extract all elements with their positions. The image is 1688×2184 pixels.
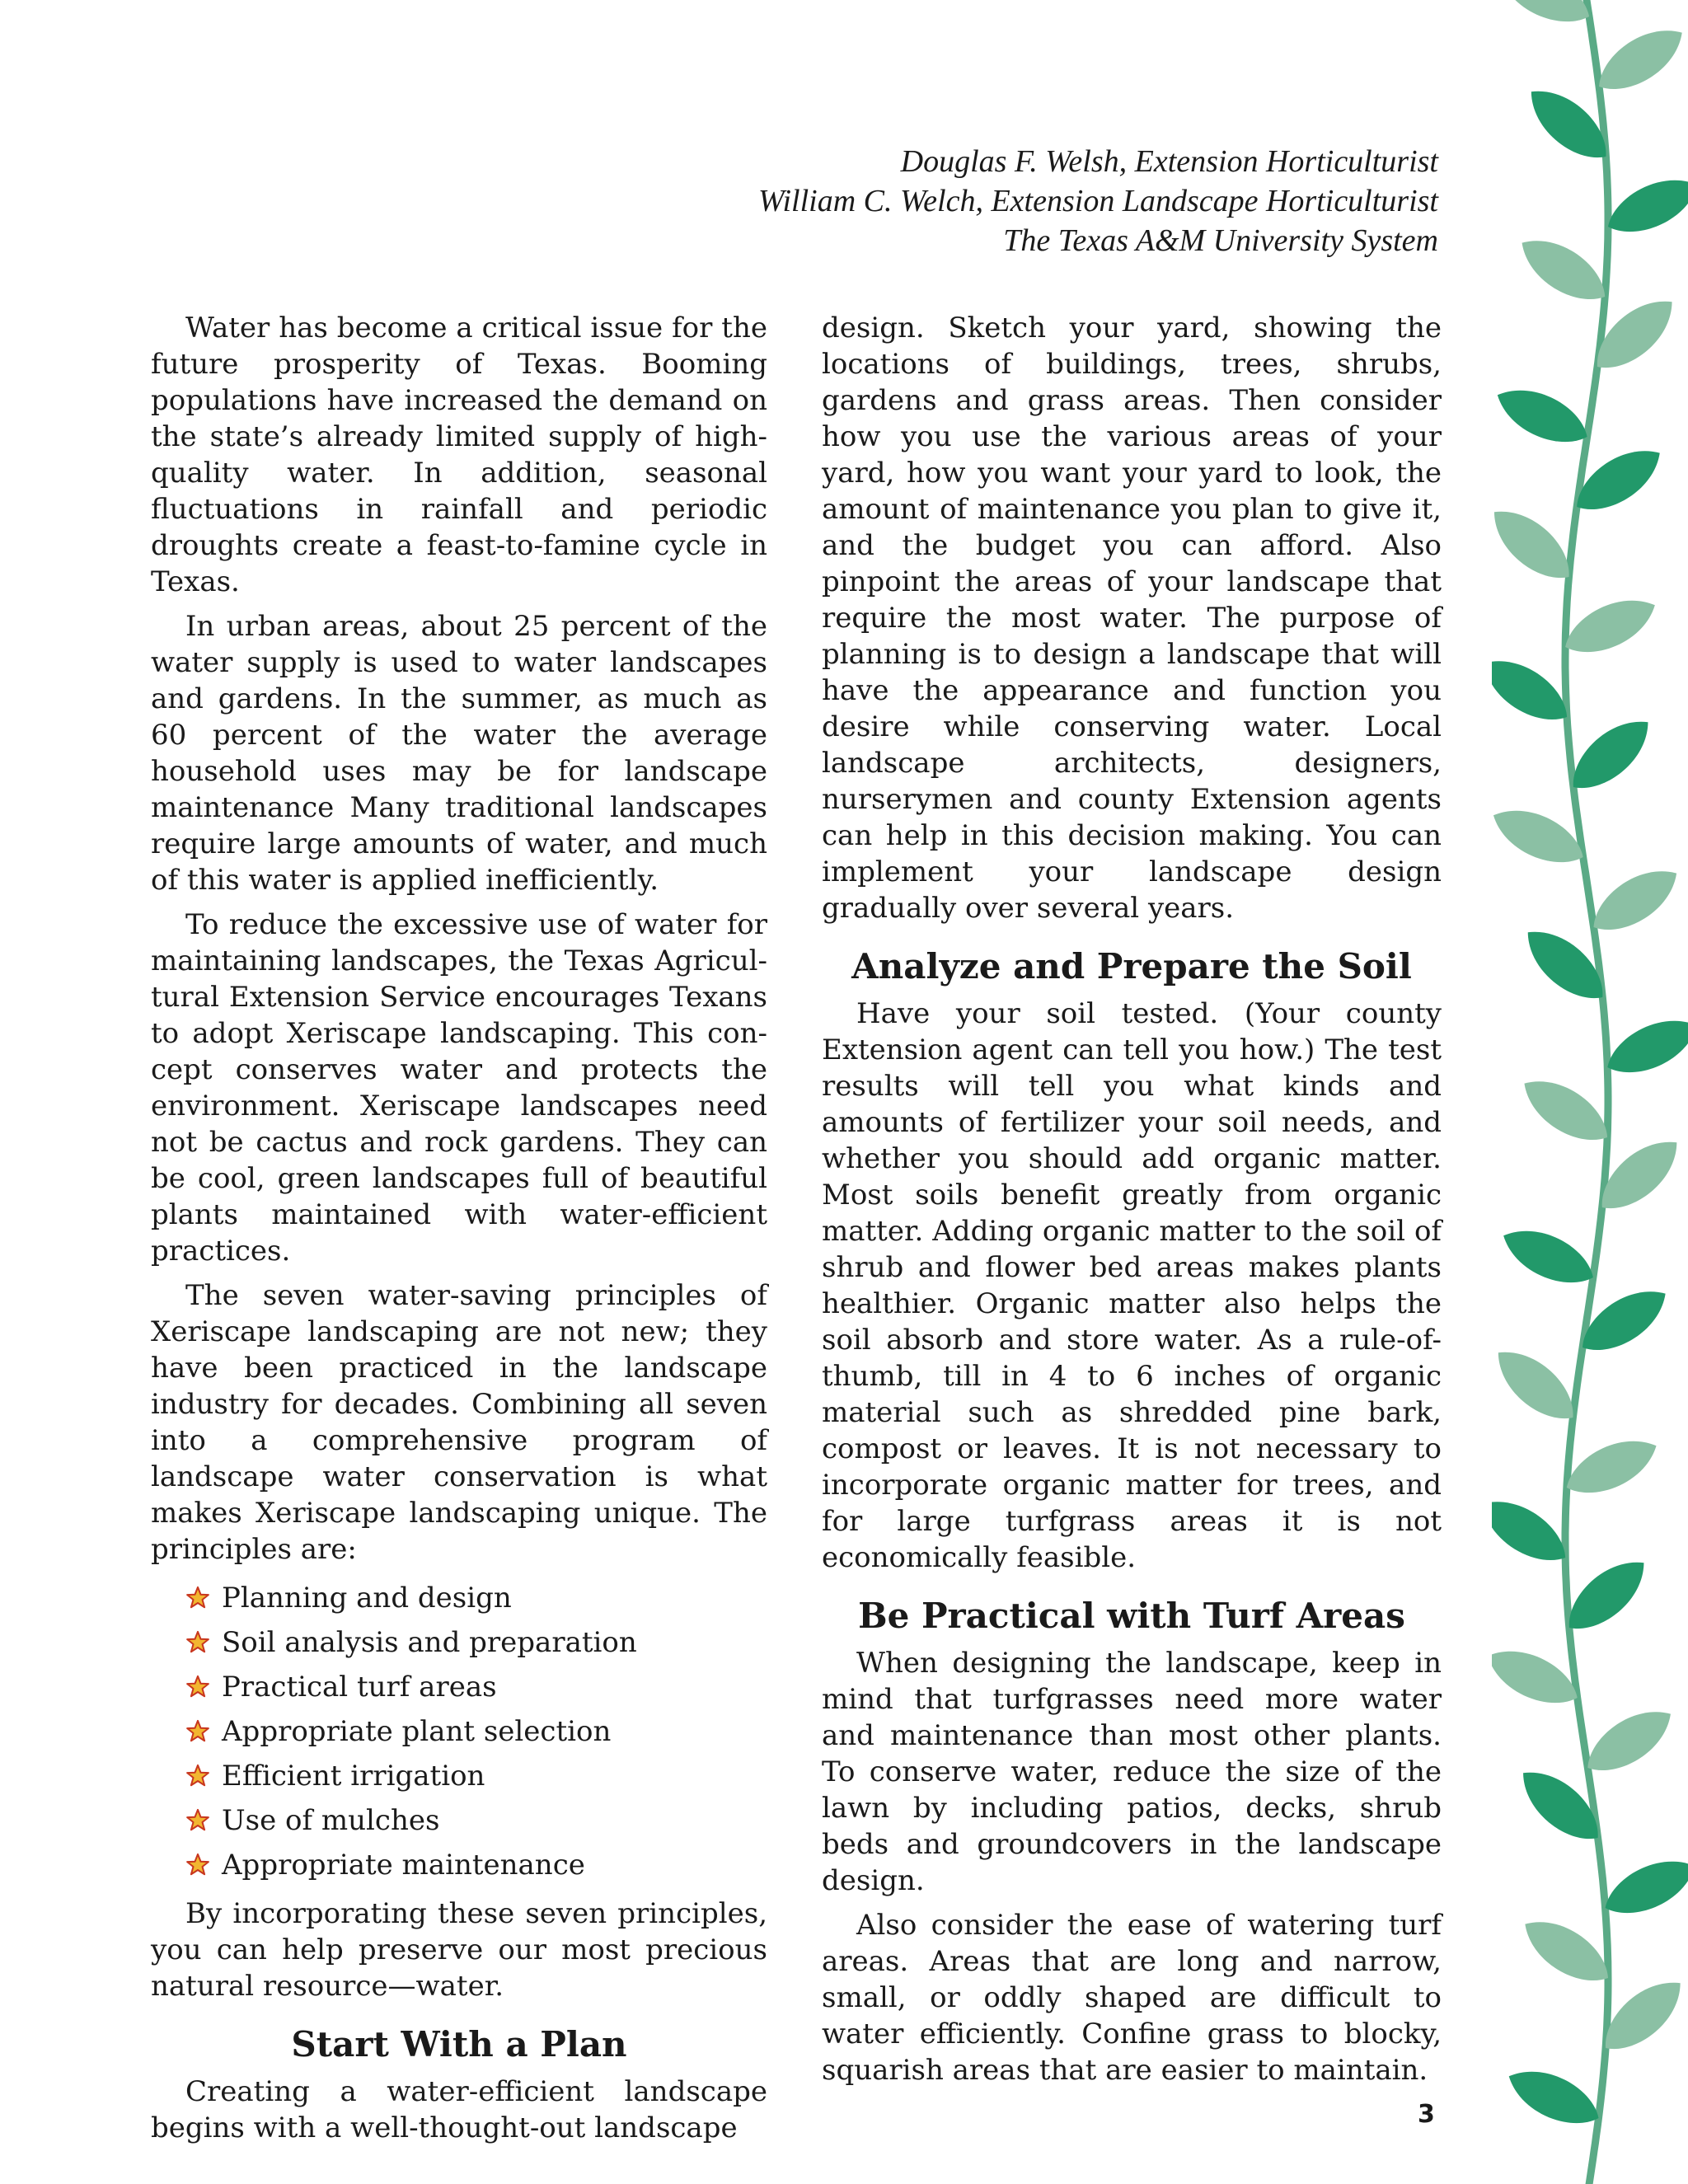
star-icon <box>185 1808 210 1833</box>
byline-institution: The Texas A&M University System <box>1003 223 1438 258</box>
principle-label: Planning and design <box>222 1582 512 1615</box>
star-icon <box>185 1719 210 1744</box>
paragraph-plan-continued: design. Sketch your yard, showing the locations of buildings, trees, shrubs, gardens and grass areas. Then consider how you use the various areas of your yard, how you want your yard to look, the amount of maintenance you plan to give it, and the budget you can afford. Also pinpoint the areas of your landscape that require the most water. The purpose of planning is to design a landscape that will have the appearance and function you desire while conserving water. Local landscape architects, designers, nurserymen and county Extension agents can help in this decision making. You can implement your landscape design gradually over several years. <box>822 312 1442 925</box>
principle-label: Use of mulches <box>222 1804 440 1837</box>
vine-illustration <box>1492 0 1688 2184</box>
principle-label: Appropriate plant selection <box>222 1715 612 1748</box>
principle-label: Practical turf areas <box>222 1671 497 1704</box>
vine-leaf <box>1500 2058 1607 2137</box>
principle-label: Efficient irrigation <box>222 1760 485 1793</box>
star-icon <box>185 1630 210 1655</box>
paragraph-soil: Have your soil tested. (Your county Extension agent can tell you how.) The test results will tell you what kinds and amounts of fertilizer your soil needs, and whether you should add organic matter. Most soils benefit greatly from organic matter. Adding organic matter to the soil of shrub and flower bed areas makes plants healthier. Organic matter also helps the soil absorb and store water. As a rule-of-thumb, till in 4 to 6 inches of organic material such as shredded pine bark, compost or leaves. It is not necessary to incorporate organic matter for trees, and for large turfgrass areas it is not economically feasible. <box>822 997 1442 1574</box>
vine-leaf <box>1577 1697 1682 1785</box>
vine-leaf <box>1513 1066 1619 1155</box>
principle-label: Soil analysis and preparation <box>222 1626 637 1659</box>
principle-label: Appropriate maintenance <box>222 1849 585 1882</box>
star-icon <box>185 1764 210 1788</box>
byline-author-2: William C. Welch, Extension Landscape Horticulturist <box>757 184 1438 218</box>
vine-leaf <box>1597 1848 1688 1927</box>
byline-author-1: Douglas F. Welsh, Extension Horticulturist <box>900 144 1438 179</box>
heading-analyze-soil: Analyze and Prepare the Soil <box>851 946 1412 987</box>
list-item <box>185 1620 767 1665</box>
paragraph-principles-intro: The seven water-saving principles of Xeriscape landscaping are not new; they have been practiced in the landscape industry for decades. Combining all seven into a comprehensive program of landscape water conservation is what makes Xeriscape landscaping unique. The principles are: <box>151 1279 767 1566</box>
paragraph-watering-turf: Also consider the ease of watering turf areas. Areas that are long and narrow, small, or oddly shaped are difficult to water efficiently. Confine grass to blocky, squarish areas that are easier to maintain. <box>822 1909 1442 2087</box>
list-item <box>185 1665 767 1709</box>
star-icon <box>185 1675 210 1699</box>
vine-leaf <box>1557 587 1664 666</box>
list-item <box>185 1576 767 1620</box>
heading-turf-areas: Be Practical with Turf Areas <box>858 1596 1405 1636</box>
paragraph-xeriscape: To reduce the excessive use of water for maintaining landscapes, the Texas Agricultural Extension Service encourages Texans to adopt Xeriscape landscaping. This concept conserves water and protects the environment. Xeriscape landscapes need not be cactus and rock gardens. They can be cool, green landscapes full of beautiful plants maintained with water-efficient practices. <box>151 908 767 1268</box>
page-number: 3 <box>1418 2100 1435 2129</box>
vine-leaf <box>1492 377 1596 456</box>
star-icon <box>185 1853 210 1877</box>
list-item <box>185 1709 767 1754</box>
heading-start-with-plan: Start With a Plan <box>291 2024 627 2064</box>
list-item <box>185 1754 767 1798</box>
principles-list <box>151 1576 767 1887</box>
left-column <box>151 310 767 2154</box>
paragraph-turf: When designing the landscape, keep in mind that turfgrasses need more water and maintenance than most other plants. To conserve water, reduce the size of the lawn by including patios, decks, shrub beds and groundcovers in the landscape design. <box>822 1647 1442 1897</box>
vine-leaf <box>1599 1007 1688 1086</box>
vine-leaf <box>1582 856 1688 944</box>
paragraph-intro: Water has become a critical issue for the future prosperity of Texas. Booming populations have increased the demand on the state’s already limited supply of high-quality water. In addition, seasonal fluctuations in rainfall and periodic droughts create a feast-to-famine cycle in Texas. <box>151 312 767 598</box>
list-item <box>185 1843 767 1887</box>
paragraph-urban-water: In urban areas, about 25 percent of the water supply is used to water landscapes and gardens. In the summer, as much as 60 percent of the water the average household uses may be for landscape maintenance Many traditional landscapes require large amounts of water, and much of this water is applied inefficiently. <box>151 610 767 897</box>
right-column <box>822 310 1442 2097</box>
list-item <box>185 1798 767 1843</box>
star-icon <box>185 1586 210 1610</box>
paragraph-plan: Creating a water-efficient landscape begins with a well-thought-out landscape <box>151 2075 767 2144</box>
paragraph-conclusion: By incorporating these seven principles, you can help preserve our most precious natural resource—water. <box>151 1897 767 2003</box>
vine-leaf <box>1495 1217 1602 1296</box>
vine-leaf <box>1492 0 1598 35</box>
vine-leaf <box>1600 166 1688 246</box>
vine-leaf <box>1511 226 1616 314</box>
author-byline <box>758 142 1438 260</box>
